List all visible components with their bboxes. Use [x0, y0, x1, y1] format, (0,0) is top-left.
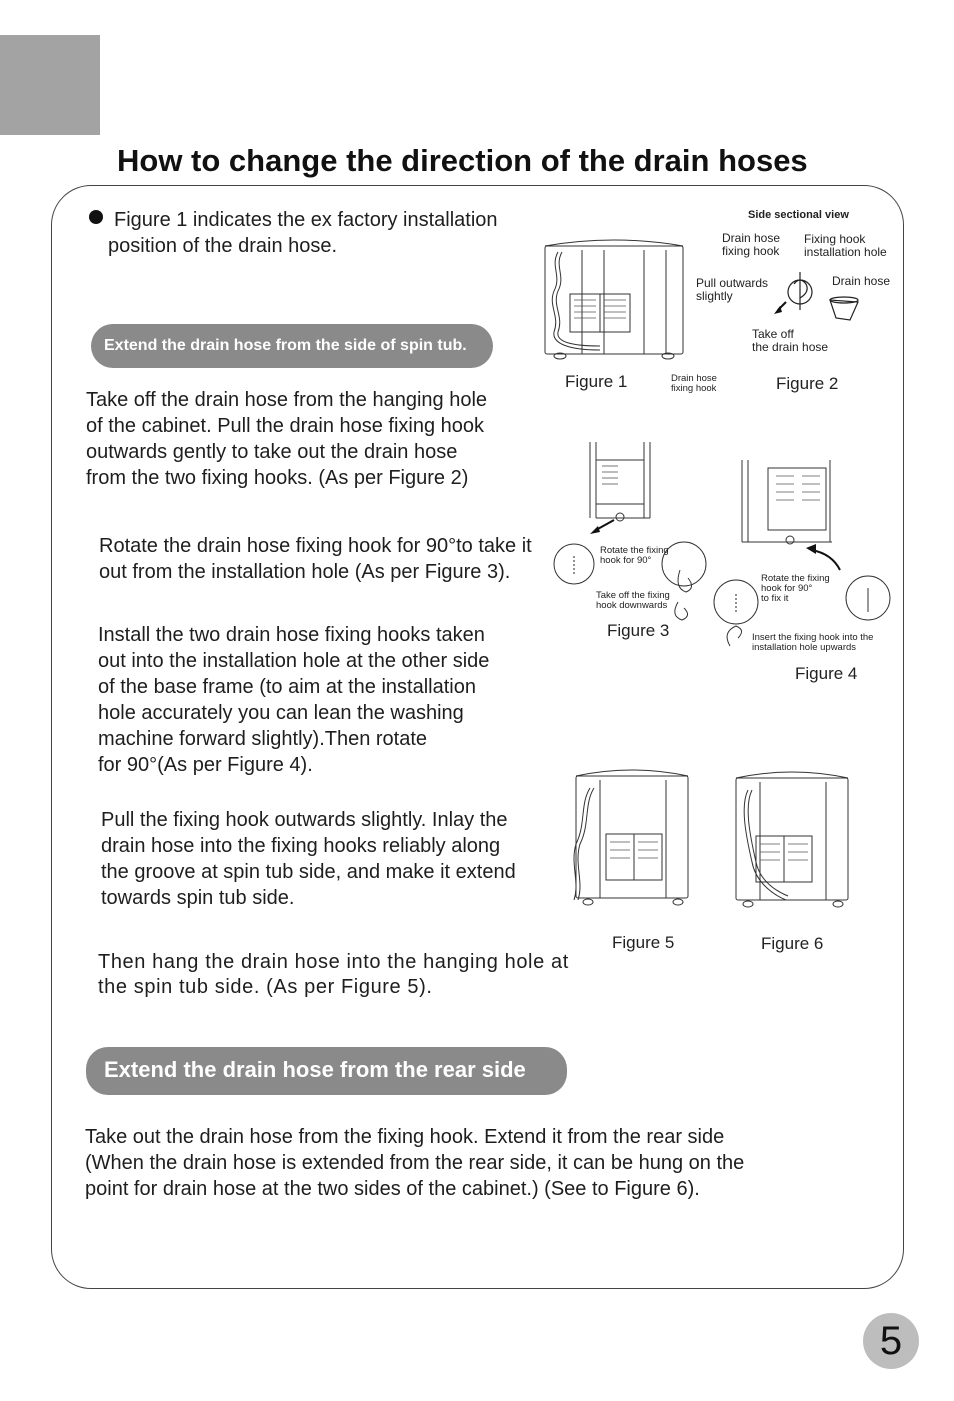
section-heading-rear: Extend the drain hose from the rear side	[86, 1047, 567, 1095]
para-line: machine forward slightly).Then rotate	[98, 728, 428, 750]
label-line: fixing hook	[671, 383, 717, 394]
label-line: slightly	[696, 289, 733, 303]
bullet-icon	[89, 210, 103, 224]
figure-2-title: Side sectional view	[748, 209, 849, 221]
intro-text-2	[108, 233, 337, 259]
para-line: outwards gently to take out the drain hose	[86, 441, 458, 463]
figure-3-caption: Figure 3	[607, 621, 670, 640]
label-line: hook for 90°	[600, 555, 652, 566]
label-line: Rotate the fixing	[761, 573, 830, 584]
para-line: towards spin tub side.	[101, 887, 295, 909]
corner-tab	[0, 35, 100, 135]
figure-6-caption: Figure 6	[761, 934, 824, 953]
washing-machine-figure-1	[540, 236, 690, 364]
para-line: Take off the drain hose from the hanging hole	[86, 389, 488, 411]
label-line: Take off	[752, 327, 794, 341]
page-title: How to change the direction of the drain hoses	[117, 143, 808, 178]
para-line: drain hose into the fixing hooks reliably along	[101, 835, 501, 857]
label-line: hook for 90°	[761, 583, 813, 594]
side-section-figure-2	[770, 262, 870, 332]
para-line: Take out the drain hose from the fixing hook. Extend it from the rear side	[85, 1126, 725, 1148]
paragraph-install	[98, 622, 489, 778]
para-line: from the two fixing hooks. (As per Figure 2)	[86, 467, 469, 489]
label-line: to fix it	[761, 593, 789, 604]
paragraph-take-off	[86, 387, 487, 491]
figure-2-label-pull	[696, 277, 768, 303]
figure-1-label	[671, 374, 717, 394]
para-line: the groove at spin tub side, and make it extend	[101, 861, 516, 883]
paragraph-hang	[98, 950, 569, 1000]
figure-2-label-take-off	[752, 328, 828, 354]
label-line: hook downwards	[596, 600, 668, 611]
paragraph-rear	[85, 1124, 744, 1202]
figure-2-label-hook	[722, 232, 780, 258]
figure-1-caption: Figure 1	[565, 372, 628, 391]
label-line: Drain hose	[671, 373, 717, 384]
washing-machine-figure-6	[726, 766, 860, 910]
para-line: of the cabinet. Pull the drain hose fixing hook	[86, 415, 485, 437]
figure-2-label-hose: Drain hose	[832, 274, 891, 288]
para-line: Install the two drain hose fixing hooks taken	[98, 624, 485, 646]
figure-4-caption: Figure 4	[795, 664, 858, 683]
section-heading-side: Extend the drain hose from the side of spin tub.	[91, 324, 493, 368]
para-line: Rotate the drain hose fixing hook for 90°to take it	[99, 535, 532, 557]
washing-machine-figure-5	[566, 764, 696, 908]
intro-text	[114, 207, 498, 233]
intro-line: Figure 1 indicates the ex factory installation	[114, 209, 498, 231]
label-line: installation hole upwards	[752, 642, 857, 653]
para-line: Then hang the drain hose into the hanging hole at	[98, 951, 569, 973]
para-line: (When the drain hose is extended from the rear side, it can be hung on the	[85, 1152, 745, 1174]
label-line: the drain hose	[752, 340, 829, 354]
para-line: out from the installation hole (As per Figure 3).	[99, 561, 511, 583]
figure-3-label-take-off	[596, 591, 670, 611]
paragraph-pull	[101, 807, 516, 911]
para-line: out into the installation hole at the other side	[98, 650, 490, 672]
intro-line: position of the drain hose.	[108, 235, 338, 257]
para-line: point for drain hose at the two sides of the cabinet.) (See to Figure 6).	[85, 1178, 700, 1200]
page-number: 5	[879, 1319, 903, 1363]
para-line: of the base frame (to aim at the installation	[98, 676, 476, 698]
label-line: Rotate the fixing	[600, 545, 669, 556]
label-line: Insert the fixing hook into the	[752, 632, 874, 643]
label-line: installation hole	[804, 245, 887, 259]
para-line: hole accurately you can lean the washing	[98, 702, 464, 724]
label-line: Fixing hook	[804, 232, 866, 246]
figure-2-label-hole	[804, 233, 887, 259]
paragraph-rotate	[99, 533, 532, 585]
label-line: Drain hose	[722, 231, 781, 245]
para-line: the spin tub side. (As per Figure 5).	[98, 976, 433, 998]
figure-4-label-insert	[752, 633, 873, 653]
label-line: Take off the fixing	[596, 590, 670, 601]
para-line: Pull the fixing hook outwards slightly. Inlay the	[101, 809, 508, 831]
figure-3-label-rotate	[600, 546, 669, 566]
label-line: Pull outwards	[696, 276, 769, 290]
figure-2-caption: Figure 2	[776, 374, 839, 393]
figure-5-caption: Figure 5	[612, 933, 675, 952]
para-line: for 90°(As per Figure 4).	[98, 754, 313, 776]
figure-4-label-rotate	[761, 574, 830, 604]
label-line: fixing hook	[722, 244, 780, 258]
